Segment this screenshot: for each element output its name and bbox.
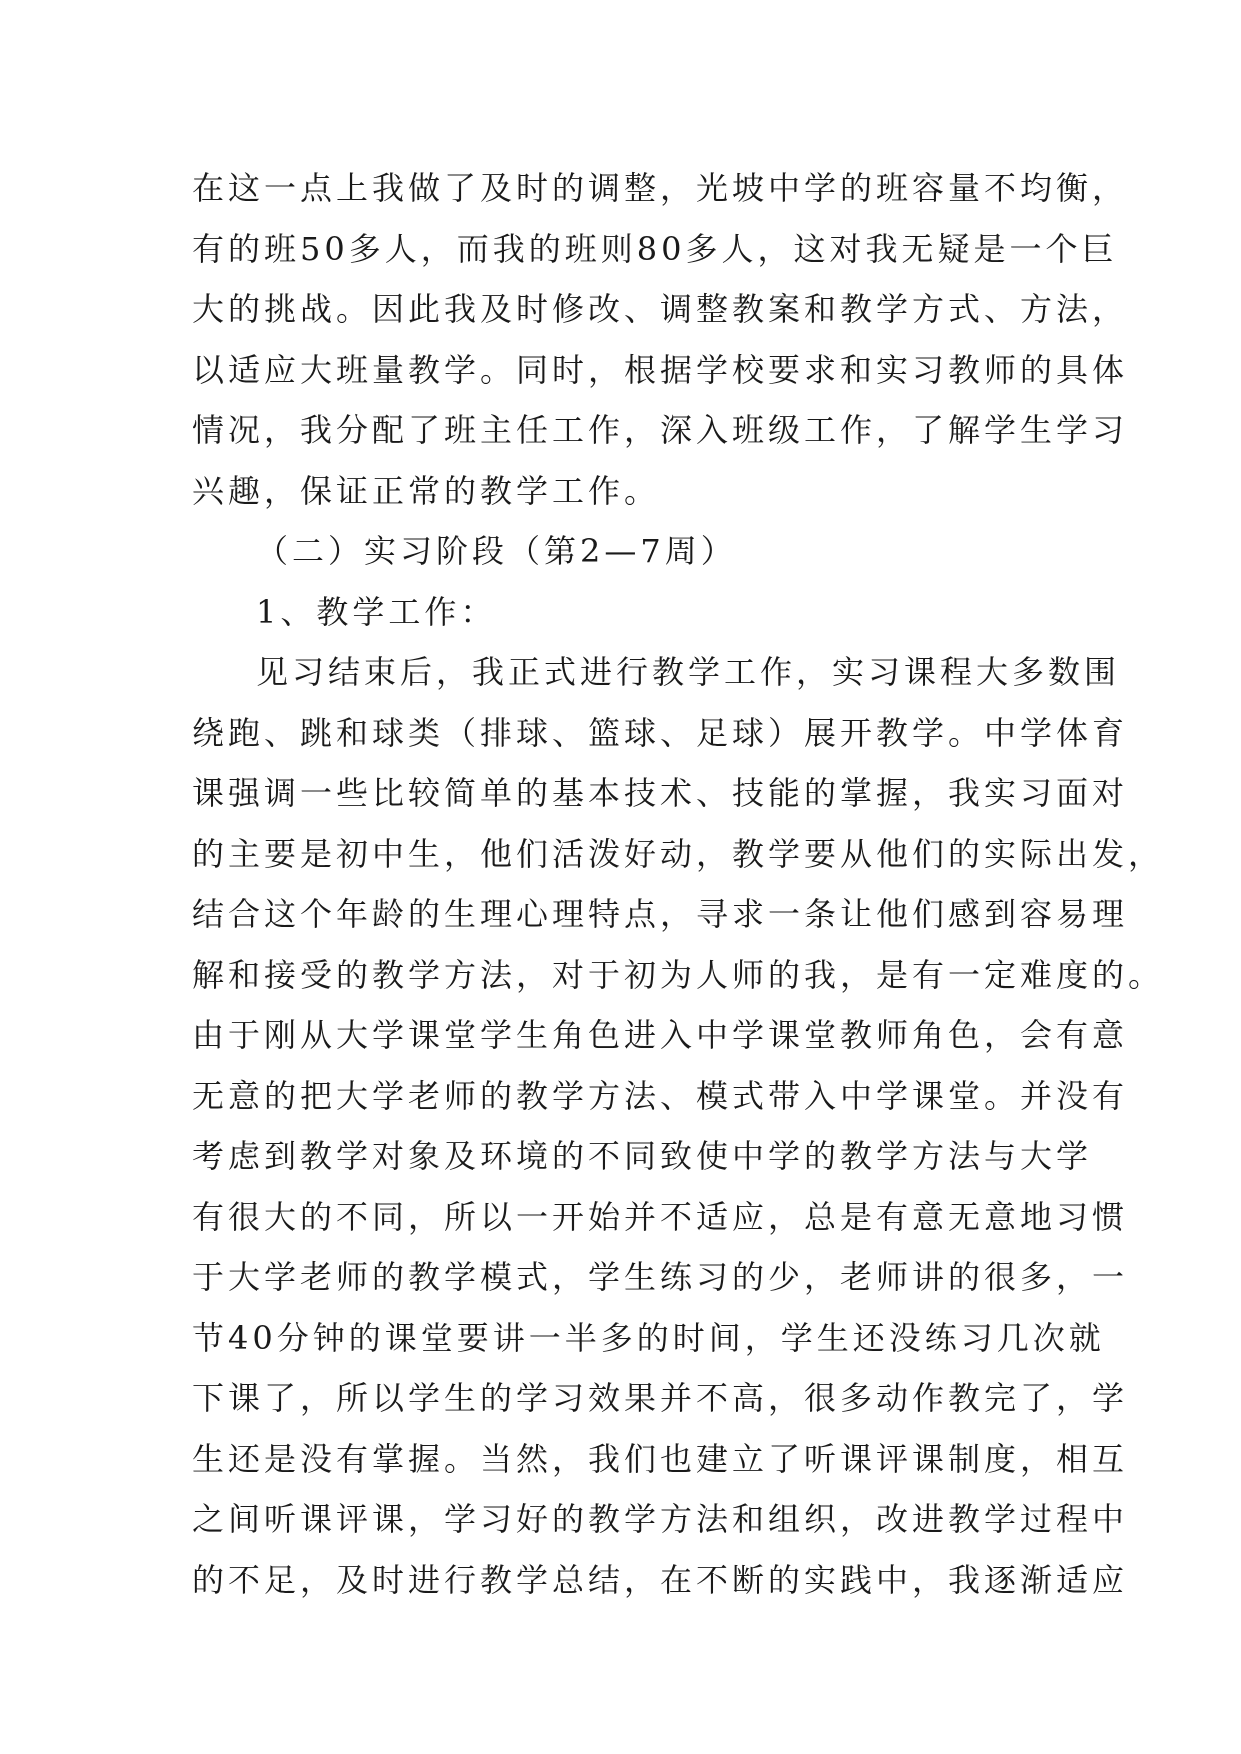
text-line: 的主要是初中生，他们活泼好动，教学要从他们的实际出发， bbox=[192, 834, 1165, 873]
text-line: 无意的把大学老师的教学方法、模式带入中学课堂。并没有 bbox=[192, 1076, 1129, 1115]
text-line: 兴趣，保证正常的教学工作。 bbox=[192, 471, 661, 510]
text-line: 有的班50多人，而我的班则80多人，这对我无疑是一个巨 bbox=[192, 229, 1118, 268]
text-line: 情况，我分配了班主任工作，深入班级工作，了解学生学习 bbox=[192, 411, 1129, 449]
text-line: 结合这个年龄的生理心理特点，寻求一条让他们感到容易理 bbox=[192, 895, 1129, 933]
text-line: 1、教学工作： bbox=[256, 592, 497, 631]
text-line: 课强调一些比较简单的基本技术、技能的掌握，我实习面对 bbox=[192, 774, 1129, 812]
text-line: 生还是没有掌握。当然，我们也建立了听课评课制度，相互 bbox=[192, 1439, 1129, 1478]
body-text bbox=[192, 158, 1165, 1610]
text-line: 解和接受的教学方法，对于初为人师的我，是有一定难度的。 bbox=[192, 955, 1165, 994]
text-line: 以适应大班量教学。同时，根据学校要求和实习教师的具体 bbox=[192, 350, 1129, 389]
text-line: 之间听课评课，学习好的教学方法和组织，改进教学过程中 bbox=[192, 1500, 1129, 1538]
text-line: 在这一点上我做了及时的调整，光坡中学的班容量不均衡， bbox=[192, 169, 1129, 207]
text-line: 绕跑、跳和球类（排球、篮球、足球）展开教学。中学体育 bbox=[192, 713, 1129, 752]
text-line: （二）实习阶段（第2—7周） bbox=[256, 532, 737, 570]
text-line: 于大学老师的教学模式，学生练习的少，老师讲的很多，一 bbox=[192, 1258, 1129, 1296]
text-line: 的不足，及时进行教学总结，在不断的实践中，我逐渐适应 bbox=[192, 1560, 1129, 1599]
text-line: 下课了，所以学生的学习效果并不高，很多动作教完了，学 bbox=[192, 1379, 1129, 1417]
text-line: 节40分钟的课堂要讲一半多的时间，学生还没练习几次就 bbox=[192, 1318, 1105, 1357]
text-line: 由于刚从大学课堂学生角色进入中学课堂教师角色，会有意 bbox=[192, 1016, 1129, 1054]
text-line: 有很大的不同，所以一开始并不适应，总是有意无意地习惯 bbox=[192, 1197, 1129, 1236]
text-line: 见习结束后，我正式进行教学工作，实习课程大多数围 bbox=[256, 653, 1121, 691]
text-line: 考虑到教学对象及环境的不同致使中学的教学方法与大学 bbox=[192, 1137, 1093, 1175]
text-line: 大的挑战。因此我及时修改、调整教案和教学方式、方法， bbox=[192, 290, 1129, 328]
